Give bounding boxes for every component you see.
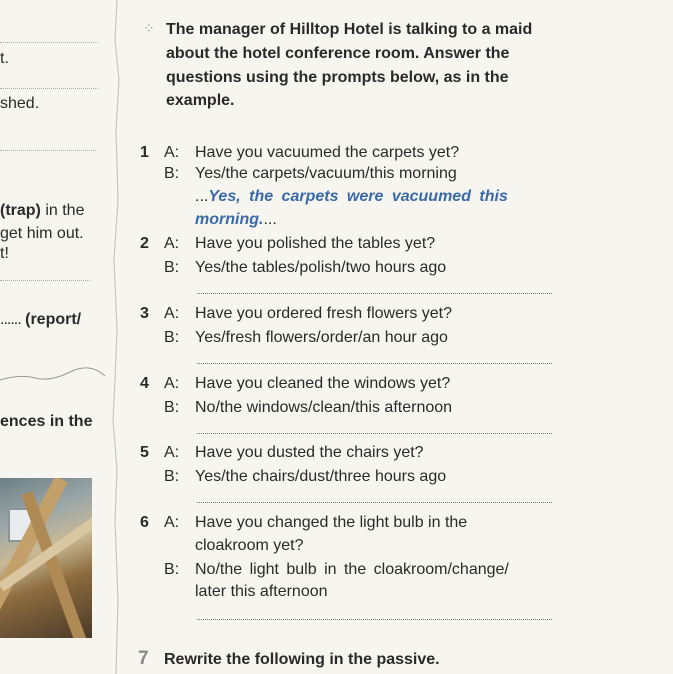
speaker-b: B: <box>164 329 180 346</box>
fragment-text <box>0 310 81 330</box>
prompt-text: No/the light bulb in the cloakroom/change/ <box>195 561 509 578</box>
speaker-b: B: <box>164 561 180 578</box>
item-number: 1 <box>140 144 149 161</box>
item-number: 5 <box>140 444 149 461</box>
speaker-b: B: <box>164 468 180 485</box>
speaker-a: A: <box>164 305 180 322</box>
bullet-icon: ⁘ <box>143 20 155 36</box>
question-text: Have you dusted the chairs yet? <box>195 444 424 461</box>
fragment-text <box>0 201 84 221</box>
example-answer <box>195 187 508 207</box>
dotted-line <box>0 88 98 89</box>
question-text-cont: cloakroom yet? <box>195 537 304 554</box>
fragment-text: t! <box>0 245 9 262</box>
construction-photo <box>0 478 92 638</box>
instruction-line: questions using the prompts below, as in the <box>166 69 509 86</box>
item-number: 4 <box>140 375 149 392</box>
speaker-b: B: <box>164 399 180 416</box>
question-text: Have you changed the light bulb in the <box>195 514 468 531</box>
question-text: Have you vacuumed the carpets yet? <box>195 144 460 161</box>
fragment-text: get him out. <box>0 225 84 242</box>
prompt-text: Yes/the tables/polish/two hours ago <box>195 259 447 276</box>
speaker-a: A: <box>164 144 180 161</box>
answer-line[interactable] <box>197 363 552 364</box>
instruction-line: about the hotel conference room. Answer the <box>166 45 510 62</box>
prompt-text: Yes/fresh flowers/order/an hour ago <box>195 329 448 346</box>
prompt-text-cont: later this afternoon <box>195 583 328 600</box>
fragment-heading: ences in the <box>0 413 93 430</box>
fragment-rest: in the <box>40 202 85 219</box>
item-number: 6 <box>140 514 149 531</box>
exercise-title: Rewrite the following in the passive. <box>164 651 440 668</box>
answer-suffix: ... <box>263 211 277 228</box>
fragment-text: shed. <box>0 95 40 112</box>
answer-line[interactable] <box>197 433 552 434</box>
dotted-line <box>0 150 96 151</box>
prompt-text: No/the windows/clean/this afternoon <box>195 399 453 416</box>
question-text: Have you ordered fresh flowers yet? <box>195 305 453 322</box>
question-text: Have you cleaned the windows yet? <box>195 375 451 392</box>
item-number: 3 <box>140 305 149 322</box>
prompt-text: Yes/the carpets/vacuum/this morning <box>195 165 457 182</box>
fragment-dots: ...... <box>0 311 21 328</box>
answer-line[interactable] <box>197 293 552 294</box>
speaker-a: A: <box>164 235 180 252</box>
prompt-text: Yes/the chairs/dust/three hours ago <box>195 468 447 485</box>
speaker-a: A: <box>164 375 180 392</box>
answer-line2: morning. <box>195 211 264 228</box>
speaker-b: B: <box>164 259 180 276</box>
exercise-number: 7 <box>138 648 149 669</box>
answer-line1: Yes, the carpets were vacuumed this <box>208 188 508 205</box>
question-text: Have you polished the tables yet? <box>195 235 436 252</box>
fragment-bold: (report/ <box>25 311 82 328</box>
fragment-text: t. <box>0 50 9 67</box>
fragment-bold: (trap) <box>0 202 41 219</box>
instruction-line: example. <box>166 92 235 109</box>
speaker-a: A: <box>164 514 180 531</box>
example-answer-cont <box>195 210 277 230</box>
speaker-b: B: <box>164 165 180 182</box>
item-number: 2 <box>140 235 149 252</box>
answer-prefix: ... <box>195 188 209 205</box>
page-edge <box>95 0 135 674</box>
answer-line[interactable] <box>197 619 552 620</box>
instruction-line: The manager of Hilltop Hotel is talking to a maid <box>166 21 533 38</box>
answer-line[interactable] <box>197 502 552 503</box>
dotted-line <box>0 42 98 43</box>
dotted-line <box>0 280 90 281</box>
speaker-a: A: <box>164 444 180 461</box>
